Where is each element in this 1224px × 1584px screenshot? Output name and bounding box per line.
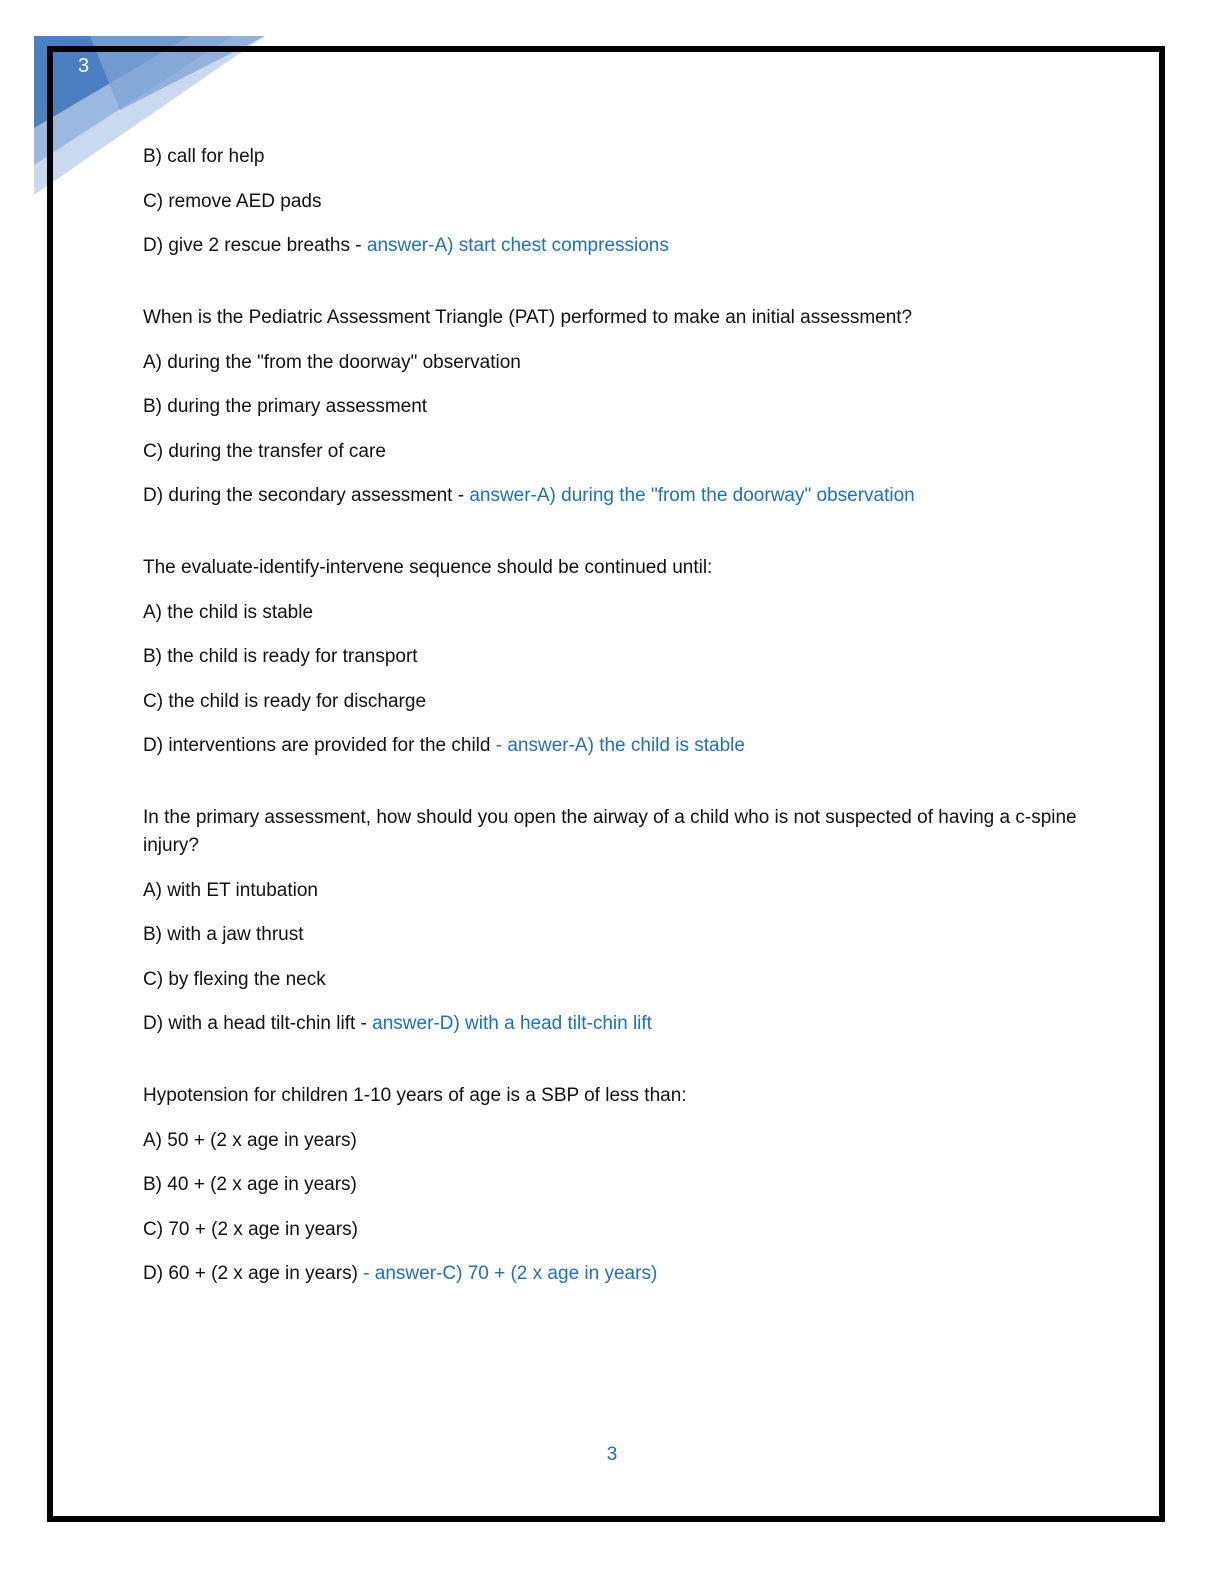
question-block (143, 1082, 1103, 1288)
question-text: The evaluate-identify-intervene sequence should be continued until: (143, 557, 713, 578)
option-line: A) with ET intubation (143, 879, 318, 901)
option-line: B) the child is ready for transport (143, 646, 418, 667)
option-line: C) 70 + (2 x age in years) (143, 1218, 358, 1240)
answer-text: answer-D) with a head tilt-chin lift (372, 1013, 652, 1034)
option-line: C) during the transfer of care (143, 440, 386, 462)
question-block (143, 143, 1103, 260)
footer-page-number: 3 (606, 1444, 618, 1465)
question-text: In the primary assessment, how should you open the airway of a child who is not suspected of having a c-spine injury? (143, 807, 1077, 856)
option-line: A) the child is stable (143, 601, 314, 623)
option-line: C) by flexing the neck (143, 968, 326, 990)
document-body (143, 143, 1103, 1332)
option-line: D) give 2 rescue breaths - answer-A) start chest compressions (143, 235, 669, 256)
question-block (143, 804, 1103, 1038)
option-line: D) during the secondary assessment - answer-A) during the "from the doorway" observation (143, 485, 915, 506)
question-block (143, 554, 1103, 760)
option-line: C) the child is ready for discharge (143, 690, 427, 712)
answer-text: answer-A) start chest compressions (366, 235, 669, 256)
option-line: B) 40 + (2 x age in years) (143, 1174, 357, 1195)
header-page-number: 3 (78, 55, 90, 77)
option-line: D) with a head tilt-chin lift - answer-D) with a head tilt-chin lift (143, 1013, 652, 1034)
question-block (143, 304, 1103, 510)
option-line: C) remove AED pads (143, 190, 322, 212)
answer-text: - answer-C) 70 + (2 x age in years) (363, 1263, 658, 1284)
question-text: Hypotension for children 1-10 years of age is a SBP of less than: (143, 1085, 687, 1106)
question-text: When is the Pediatric Assessment Triangle (PAT) performed to make an initial assessment? (143, 307, 913, 328)
option-line: D) 60 + (2 x age in years) - answer-C) 70 + (2 x age in years) (143, 1263, 658, 1284)
answer-text: answer-A) during the "from the doorway" observation (469, 485, 915, 506)
option-line: B) with a jaw thrust (143, 924, 304, 945)
option-line: B) call for help (143, 146, 265, 167)
option-line: B) during the primary assessment (143, 396, 428, 417)
answer-text: - answer-A) the child is stable (495, 735, 745, 756)
option-line: A) during the "from the doorway" observation (143, 351, 521, 373)
option-line: A) 50 + (2 x age in years) (143, 1129, 357, 1151)
option-line: D) interventions are provided for the child - answer-A) the child is stable (143, 735, 745, 756)
